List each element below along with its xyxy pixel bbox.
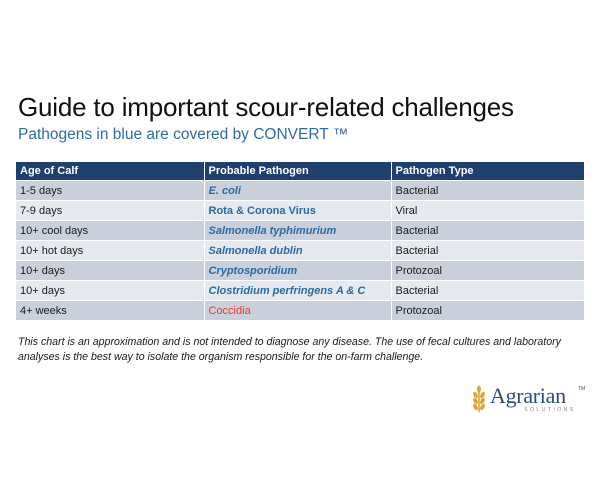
pathogen-cell: E. coli [204, 181, 391, 201]
table-header-row [16, 162, 584, 181]
age-cell: 4+ weeks [16, 301, 204, 321]
type-cell: Protozoal [391, 261, 584, 281]
header-age: Age of Calf [16, 162, 204, 181]
pathogen-cell: Clostridium perfringens A & C [204, 281, 391, 301]
age-cell: 10+ hot days [16, 241, 204, 261]
table-row [16, 201, 584, 221]
page-subtitle: Pathogens in blue are covered by CONVERT ™ [18, 126, 349, 143]
age-cell: 1-5 days [16, 181, 204, 201]
pathogen-cell: Salmonella dublin [204, 241, 391, 261]
age-cell: 10+ cool days [16, 221, 204, 241]
logo-subtext: SOLUTIONS [524, 407, 576, 413]
pathogen-cell: Rota & Corona Virus [204, 201, 391, 221]
table-row [16, 221, 584, 241]
logo-wordmark: Agrarian [490, 383, 566, 408]
type-cell: Bacterial [391, 241, 584, 261]
header-type: Pathogen Type [391, 162, 584, 181]
age-cell: 7-9 days [16, 201, 204, 221]
pathogen-cell: Salmonella typhimurium [204, 221, 391, 241]
pathogen-cell: Coccidia [204, 301, 391, 321]
agrarian-logo [470, 383, 590, 419]
age-cell: 10+ days [16, 261, 204, 281]
pathogen-cell: Cryptosporidium [204, 261, 391, 281]
wheat-icon [470, 385, 488, 413]
type-cell: Bacterial [391, 281, 584, 301]
table-row [16, 181, 584, 201]
table-row [16, 241, 584, 261]
type-cell: Bacterial [391, 221, 584, 241]
type-cell: Protozoal [391, 301, 584, 321]
table-row [16, 301, 584, 321]
table-row [16, 261, 584, 281]
type-cell: Viral [391, 201, 584, 221]
age-cell: 10+ days [16, 281, 204, 301]
page-title: Guide to important scour-related challenges [18, 92, 514, 122]
pathogen-table [16, 162, 584, 320]
disclaimer-note: This chart is an approximation and is not intended to diagnose any disease. The use of fecal cultures and laboratory analyses is the best way to isolate the organism responsible for the on-farm challenge. [18, 336, 561, 363]
logo-trademark: TM [578, 386, 586, 392]
header-pathogen: Probable Pathogen [204, 162, 391, 181]
table-row [16, 281, 584, 301]
type-cell: Bacterial [391, 181, 584, 201]
